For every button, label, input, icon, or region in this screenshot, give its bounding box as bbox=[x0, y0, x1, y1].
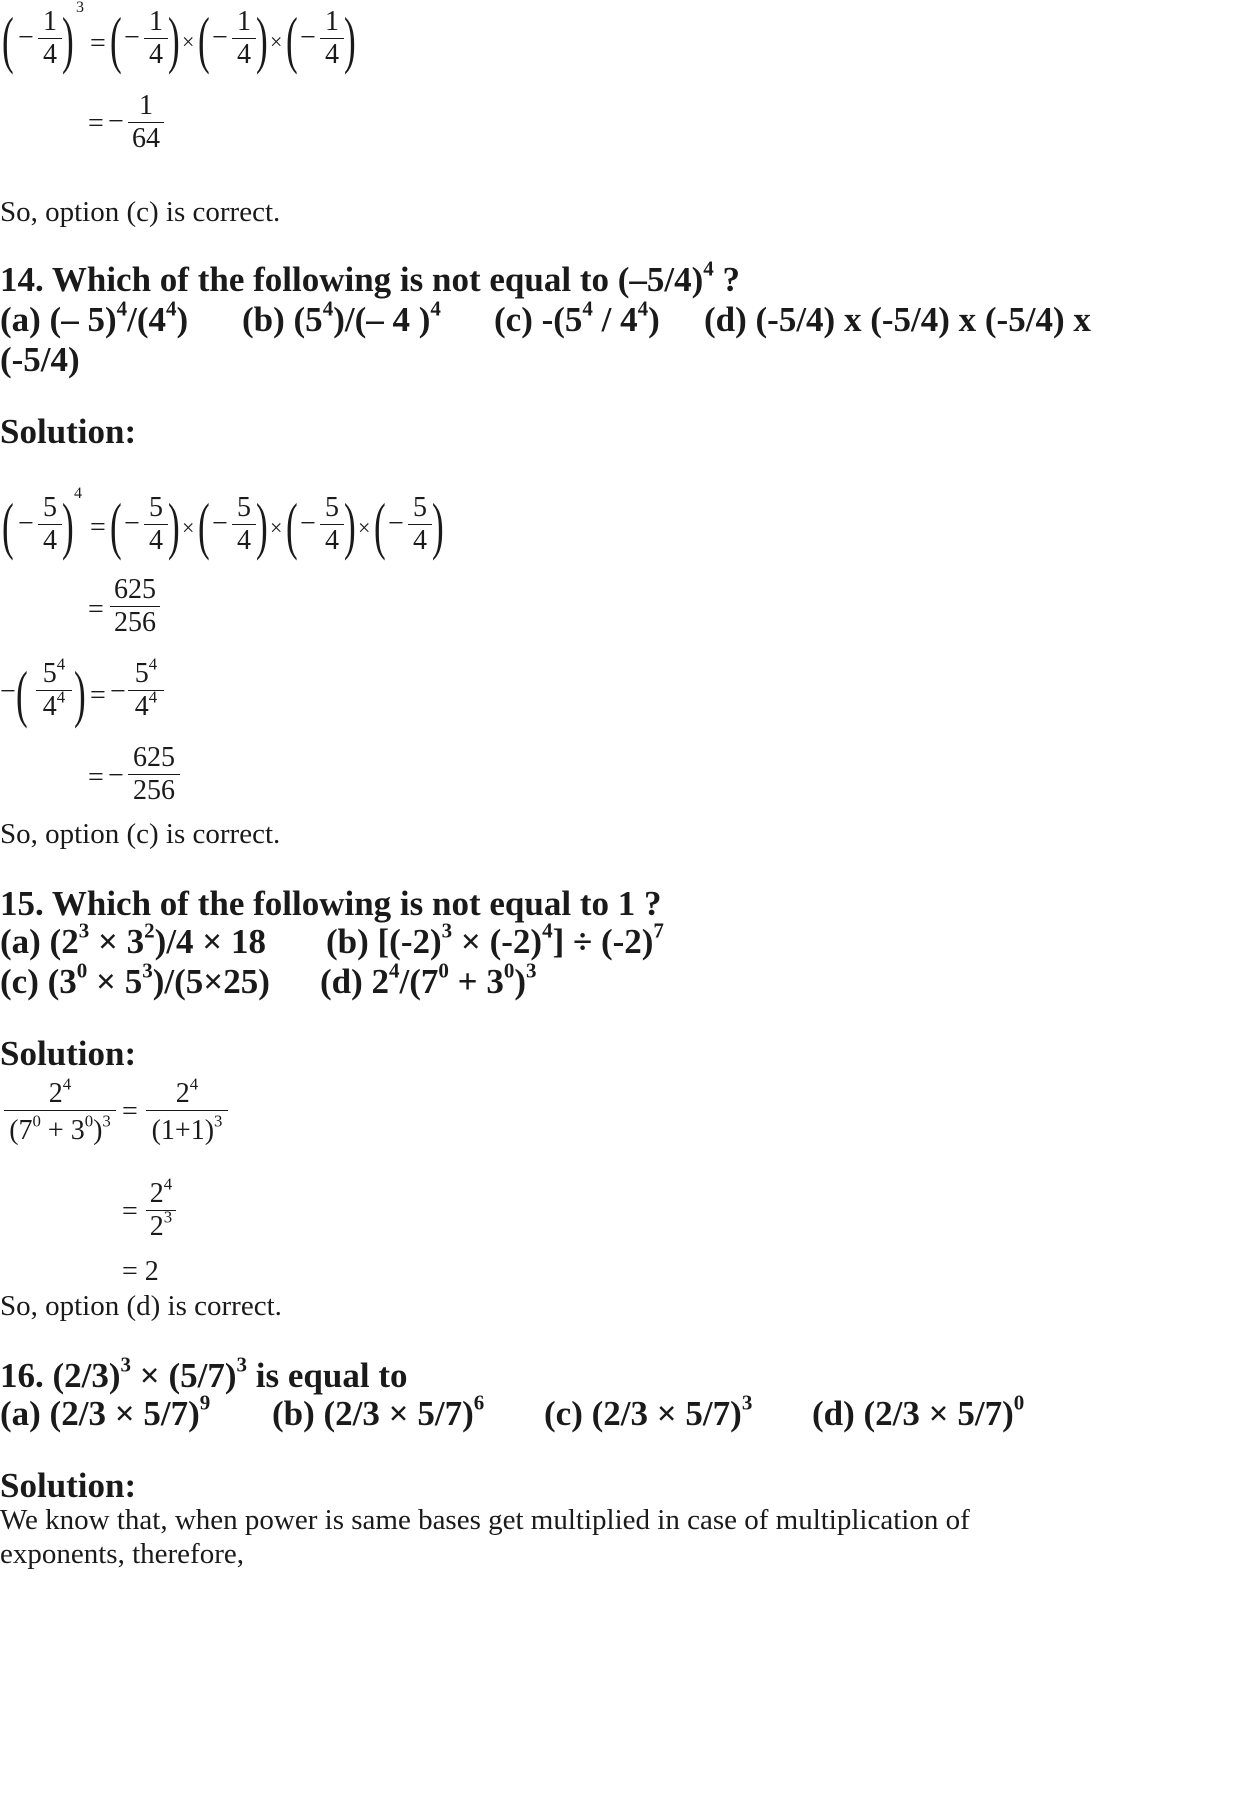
fraction bbox=[36, 654, 72, 723]
option-text: × (-2) bbox=[452, 922, 543, 961]
exponent: 3 bbox=[214, 1111, 223, 1131]
exponent: 4 bbox=[637, 296, 649, 321]
fraction bbox=[146, 1174, 176, 1243]
option-text: (b) (5 bbox=[242, 300, 323, 339]
minus-sign: − bbox=[300, 508, 316, 539]
option-text: (b) [(-2) bbox=[326, 922, 442, 961]
exponent: 4 bbox=[56, 654, 66, 674]
minus-sign: − bbox=[0, 676, 16, 707]
conclusion-text: So, option (c) is correct. bbox=[0, 818, 281, 850]
option-text: )/(– 4 ) bbox=[333, 300, 431, 339]
fraction bbox=[232, 492, 256, 557]
paren-open: ( bbox=[2, 4, 14, 75]
exponent: 3 bbox=[441, 918, 453, 943]
exponent: 4 bbox=[703, 256, 714, 281]
option-text: /(7 bbox=[399, 962, 439, 1001]
minus-sign: − bbox=[388, 508, 404, 539]
option-text: ) bbox=[514, 962, 527, 1001]
denominator bbox=[146, 1207, 176, 1243]
option-text: (b) (2/3 × 5/7) bbox=[272, 1394, 474, 1433]
base: 2 bbox=[175, 1078, 190, 1109]
option-d: (d) (-5/4) x (-5/4) x (-5/4) x bbox=[704, 300, 1091, 339]
option-text: / 4 bbox=[592, 300, 638, 339]
numerator bbox=[146, 1074, 228, 1110]
paren-open: ( bbox=[110, 490, 122, 561]
paren-open: ( bbox=[286, 490, 298, 561]
option-d bbox=[320, 958, 537, 1002]
paren-close: ) bbox=[62, 490, 74, 561]
paren-open: ( bbox=[110, 4, 122, 75]
denominator: 4 bbox=[413, 525, 427, 556]
paren-close: ) bbox=[62, 4, 74, 75]
numerator: 625 bbox=[133, 742, 175, 773]
den-text: (7 bbox=[9, 1115, 33, 1146]
option-text: (d) 2 bbox=[320, 962, 390, 1001]
denominator: 4 bbox=[325, 39, 339, 70]
option-d bbox=[812, 1390, 1025, 1434]
minus-sign: − bbox=[108, 106, 124, 137]
conclusion-text: So, option (d) is correct. bbox=[0, 1290, 282, 1322]
paren-open: ( bbox=[2, 490, 14, 561]
option-c bbox=[0, 958, 270, 1002]
paren-open: ( bbox=[198, 490, 210, 561]
option-text: (c) -(5 bbox=[494, 300, 583, 339]
times-sign: × bbox=[182, 515, 195, 540]
paren-open: ( bbox=[286, 4, 298, 75]
option-c bbox=[494, 296, 660, 340]
base: 2 bbox=[48, 1078, 63, 1109]
fraction bbox=[128, 742, 180, 807]
times-sign: × bbox=[182, 29, 195, 54]
exponent: 7 bbox=[653, 918, 664, 943]
exponent: 4 bbox=[148, 654, 158, 674]
numerator: 1 bbox=[237, 6, 251, 37]
denominator: 4 bbox=[149, 525, 163, 556]
denominator bbox=[146, 1111, 228, 1147]
equals-sign: = bbox=[88, 594, 104, 625]
denominator bbox=[128, 687, 164, 723]
equals-sign: = bbox=[122, 1096, 138, 1127]
option-a bbox=[0, 1390, 211, 1434]
den-text: ) bbox=[93, 1115, 103, 1146]
base: 4 bbox=[134, 691, 149, 722]
numerator: 1 bbox=[149, 6, 163, 37]
solution-label: Solution: bbox=[0, 1466, 137, 1505]
numerator bbox=[4, 1074, 116, 1110]
denominator: 4 bbox=[237, 39, 251, 70]
fraction bbox=[110, 574, 160, 639]
exponent: 0 bbox=[32, 1111, 41, 1131]
exponent: 3 bbox=[163, 1207, 173, 1227]
paren-close: ) bbox=[74, 658, 86, 729]
minus-sign: − bbox=[110, 676, 126, 707]
numerator: 625 bbox=[114, 574, 156, 605]
minus-sign: − bbox=[212, 22, 228, 53]
den-text: (1+1) bbox=[151, 1115, 215, 1146]
solution-text-line: We know that, when power is same bases get multiplied in case of multiplication of bbox=[0, 1504, 970, 1536]
fraction bbox=[38, 6, 62, 71]
option-text: (a) (2/3 × 5/7) bbox=[0, 1394, 200, 1433]
option-text: (c) (3 bbox=[0, 962, 77, 1001]
exponent: 3 bbox=[142, 958, 153, 983]
option-text: + 3 bbox=[448, 962, 504, 1001]
fraction bbox=[128, 654, 164, 723]
exponent: 4 bbox=[430, 296, 441, 321]
fraction bbox=[232, 6, 256, 71]
equals-sign: = bbox=[122, 1196, 138, 1227]
option-text: × 3 bbox=[89, 922, 145, 961]
exponent: 4 bbox=[542, 918, 553, 943]
paren-open: ( bbox=[16, 658, 28, 729]
paren-close: ) bbox=[344, 490, 356, 561]
fraction bbox=[38, 492, 62, 557]
equals-sign: = bbox=[90, 28, 106, 59]
option-a bbox=[0, 296, 189, 340]
fraction bbox=[320, 492, 344, 557]
base: 2 bbox=[149, 1178, 164, 1209]
option-b bbox=[326, 918, 664, 962]
paren-open: ( bbox=[198, 4, 210, 75]
paren-close: ) bbox=[432, 490, 444, 561]
exponent: 4 bbox=[582, 296, 593, 321]
minus-sign: − bbox=[108, 760, 124, 791]
numerator bbox=[36, 654, 72, 690]
exponent: 2 bbox=[144, 918, 155, 943]
paren-close: ) bbox=[344, 4, 356, 75]
result-value: = 2 bbox=[122, 1256, 159, 1287]
minus-sign: − bbox=[212, 508, 228, 539]
option-text: /(4 bbox=[127, 300, 167, 339]
exponent: 4 bbox=[74, 485, 82, 502]
denominator: 256 bbox=[114, 607, 156, 638]
paren-close: ) bbox=[256, 4, 268, 75]
minus-sign: − bbox=[18, 22, 34, 53]
numerator: 5 bbox=[43, 492, 57, 523]
option-text: ) bbox=[648, 300, 660, 339]
exponent: 0 bbox=[76, 958, 88, 983]
base: 4 bbox=[42, 691, 57, 722]
exponent: 4 bbox=[62, 1074, 72, 1094]
minus-sign: − bbox=[124, 508, 140, 539]
den-text: + 3 bbox=[40, 1115, 85, 1146]
denominator: 4 bbox=[43, 525, 57, 556]
minus-sign: − bbox=[18, 508, 34, 539]
paren-close: ) bbox=[168, 4, 180, 75]
exponent: 0 bbox=[503, 958, 515, 983]
exponent: 4 bbox=[148, 687, 158, 707]
exponent: 3 bbox=[76, 0, 84, 16]
question-end: ? bbox=[713, 260, 741, 299]
denominator: 256 bbox=[133, 775, 175, 806]
option-text: × 5 bbox=[87, 962, 143, 1001]
base: 5 bbox=[134, 658, 149, 689]
conclusion-text: So, option (c) is correct. bbox=[0, 196, 281, 228]
option-b bbox=[272, 1390, 485, 1434]
exponent: 0 bbox=[84, 1111, 94, 1131]
exponent: 4 bbox=[56, 687, 66, 707]
paren-open: ( bbox=[374, 490, 386, 561]
fraction bbox=[408, 492, 432, 557]
option-text: (c) (2/3 × 5/7) bbox=[544, 1394, 742, 1433]
equals-sign: = bbox=[88, 108, 104, 139]
option-text: )/(5×25) bbox=[152, 962, 270, 1001]
option-d-continued: (-5/4) bbox=[0, 340, 80, 379]
numerator: 1 bbox=[325, 6, 339, 37]
option-text: (a) (– 5) bbox=[0, 300, 117, 339]
question-text: × (5/7) bbox=[131, 1356, 237, 1395]
question-text: 14. Which of the following is not equal to (–5/4) bbox=[0, 260, 704, 299]
base: 5 bbox=[42, 658, 57, 689]
option-b bbox=[242, 296, 441, 340]
times-sign: × bbox=[270, 29, 283, 54]
solution-label: Solution: bbox=[0, 412, 137, 451]
exponent: 4 bbox=[322, 296, 334, 321]
paren-close: ) bbox=[256, 490, 268, 561]
numerator: 1 bbox=[43, 6, 57, 37]
exponent: 3 bbox=[741, 1390, 753, 1415]
exponent: 4 bbox=[166, 296, 177, 321]
fraction bbox=[144, 492, 168, 557]
numerator: 5 bbox=[413, 492, 427, 523]
option-c bbox=[544, 1390, 753, 1434]
equals-sign: = bbox=[90, 512, 106, 543]
option-text: ] ÷ (-2) bbox=[552, 922, 654, 961]
numerator: 1 bbox=[139, 90, 153, 121]
question-15: 15. Which of the following is not equal to 1 ? bbox=[0, 884, 662, 923]
option-text: )/4 × 18 bbox=[154, 922, 266, 961]
times-sign: × bbox=[358, 515, 371, 540]
exponent: 9 bbox=[199, 1390, 211, 1415]
exponent: 4 bbox=[189, 1074, 199, 1094]
equals-sign: = bbox=[88, 762, 104, 793]
exponent: 3 bbox=[236, 1352, 248, 1377]
denominator: 4 bbox=[149, 39, 163, 70]
numerator bbox=[128, 654, 164, 690]
exponent: 3 bbox=[120, 1352, 132, 1377]
option-text: (d) (2/3 × 5/7) bbox=[812, 1394, 1014, 1433]
equals-sign: = bbox=[90, 680, 106, 711]
exponent: 3 bbox=[102, 1111, 111, 1131]
question-text: 16. (2/3) bbox=[0, 1356, 121, 1395]
paren-close: ) bbox=[168, 490, 180, 561]
exponent: 3 bbox=[78, 918, 90, 943]
fraction bbox=[4, 1074, 116, 1147]
denominator: 4 bbox=[43, 39, 57, 70]
exponent: 3 bbox=[526, 958, 537, 983]
exponent: 6 bbox=[473, 1390, 485, 1415]
solution-text-line: exponents, therefore, bbox=[0, 1538, 244, 1570]
numerator: 5 bbox=[149, 492, 163, 523]
option-text: (a) (2 bbox=[0, 922, 79, 961]
exponent: 0 bbox=[1013, 1390, 1025, 1415]
exponent: 4 bbox=[116, 296, 128, 321]
solution-label: Solution: bbox=[0, 1034, 137, 1073]
exponent: 4 bbox=[389, 958, 400, 983]
question-14 bbox=[0, 256, 741, 300]
numerator bbox=[146, 1174, 176, 1210]
denominator bbox=[36, 687, 72, 723]
base: 2 bbox=[149, 1211, 164, 1242]
times-sign: × bbox=[270, 515, 283, 540]
denominator: 4 bbox=[237, 525, 251, 556]
option-text: ) bbox=[176, 300, 189, 339]
fraction bbox=[146, 1074, 228, 1147]
numerator: 5 bbox=[237, 492, 251, 523]
fraction bbox=[128, 90, 164, 155]
exponent: 4 bbox=[163, 1174, 173, 1194]
denominator bbox=[4, 1111, 116, 1147]
fraction bbox=[320, 6, 344, 71]
fraction bbox=[144, 6, 168, 71]
denominator: 4 bbox=[325, 525, 339, 556]
option-a bbox=[0, 918, 266, 962]
minus-sign: − bbox=[300, 22, 316, 53]
minus-sign: − bbox=[124, 22, 140, 53]
numerator: 5 bbox=[325, 492, 339, 523]
question-text: is equal to bbox=[247, 1356, 408, 1395]
denominator: 64 bbox=[132, 123, 160, 154]
exponent: 0 bbox=[438, 958, 449, 983]
